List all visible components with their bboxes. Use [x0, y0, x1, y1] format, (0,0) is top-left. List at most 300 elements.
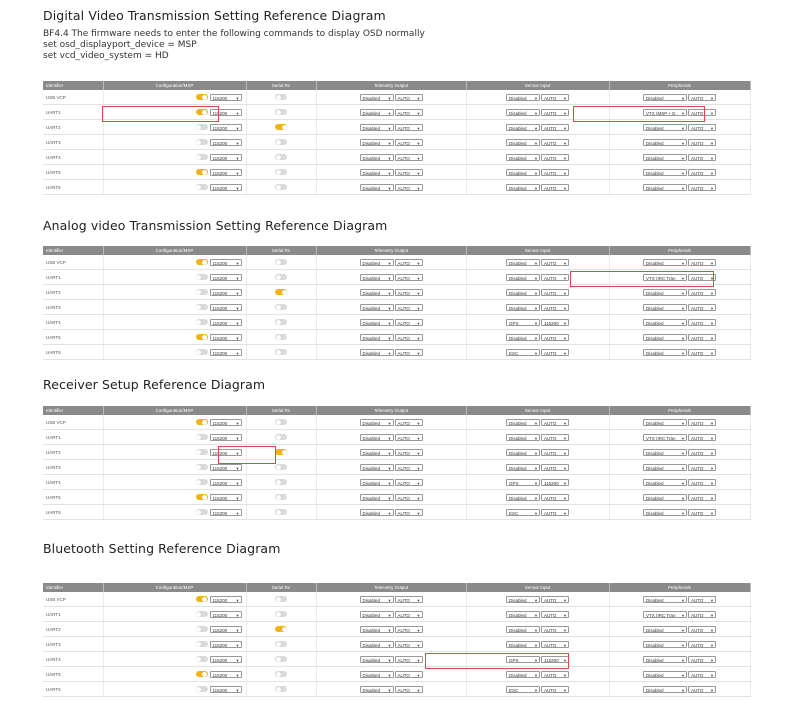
peripheral-baud-select[interactable]: AUTO ▼ — [688, 419, 716, 426]
chevron-down-icon: ▼ — [534, 510, 538, 516]
telemetry-baud-select[interactable]: AUTO ▼ — [395, 626, 423, 633]
serial-rx-toggle[interactable] — [275, 169, 287, 175]
peripheral-baud-select[interactable]: AUTO ▼ — [688, 349, 716, 356]
peripheral-select[interactable]: Disabled ▼ — [643, 94, 687, 101]
msp-toggle[interactable] — [196, 124, 208, 130]
sensor-select[interactable]: Disabled ▼ — [506, 169, 540, 176]
telemetry-baud-select[interactable]: AUTO ▼ — [395, 656, 423, 663]
sensor-select[interactable]: Disabled ▼ — [506, 184, 540, 191]
sensor-baud-select[interactable]: AUTO ▼ — [541, 509, 569, 516]
baud-select[interactable]: 115200 ▼ — [210, 656, 242, 663]
sensor-baud-select[interactable]: AUTO ▼ — [541, 94, 569, 101]
baud-select[interactable]: 115200 ▼ — [210, 449, 242, 456]
sensor-select[interactable]: Disabled ▼ — [506, 626, 540, 633]
sensor-select[interactable]: Disabled ▼ — [506, 109, 540, 116]
sensor-select[interactable]: Disabled ▼ — [506, 449, 540, 456]
port-identifier: UART1 — [43, 607, 103, 622]
serial-rx-toggle[interactable] — [275, 109, 287, 115]
telemetry-baud-select[interactable]: AUTO ▼ — [395, 154, 423, 161]
serial-rx-toggle[interactable] — [275, 94, 287, 100]
serial-rx-toggle[interactable] — [275, 596, 287, 602]
sensor-baud-select[interactable]: AUTO ▼ — [541, 124, 569, 131]
telemetry-baud-select[interactable]: AUTO ▼ — [395, 94, 423, 101]
table-row — [43, 430, 750, 445]
peripheral-baud-select[interactable]: AUTO ▼ — [688, 169, 716, 176]
sensor-baud-select[interactable]: AUTO ▼ — [541, 184, 569, 191]
msp-toggle[interactable] — [196, 479, 208, 485]
msp-toggle[interactable] — [196, 671, 208, 677]
table-row — [43, 682, 750, 697]
table-header — [43, 583, 750, 592]
peripheral-baud-select[interactable]: AUTO ▼ — [688, 259, 716, 266]
peripheral-select[interactable]: Disabled ▼ — [643, 494, 687, 501]
telemetry-select[interactable]: Disabled ▼ — [360, 259, 394, 266]
sensor-select[interactable]: Disabled ▼ — [506, 304, 540, 311]
baud-select[interactable]: 115200 ▼ — [210, 686, 242, 693]
telemetry-select[interactable]: Disabled ▼ — [360, 139, 394, 146]
telemetry-select[interactable]: Disabled ▼ — [360, 274, 394, 281]
telemetry-select[interactable]: Disabled ▼ — [360, 641, 394, 648]
baud-select[interactable]: 115200 ▼ — [210, 169, 242, 176]
telemetry-select[interactable]: Disabled ▼ — [360, 169, 394, 176]
baud-select[interactable]: 115200 ▼ — [210, 494, 242, 501]
msp-toggle[interactable] — [196, 274, 208, 280]
chevron-down-icon: ▼ — [235, 612, 240, 618]
peripheral-select[interactable]: Disabled ▼ — [643, 289, 687, 296]
sensor-select[interactable]: GPS ▼ — [506, 656, 540, 663]
peripheral-baud-select[interactable]: AUTO ▼ — [688, 139, 716, 146]
sensor-baud-select[interactable]: AUTO ▼ — [541, 334, 569, 341]
serial-rx-toggle[interactable] — [275, 124, 287, 130]
msp-toggle[interactable] — [196, 334, 208, 340]
telemetry-select[interactable]: Disabled ▼ — [360, 334, 394, 341]
sensor-select[interactable]: GPS ▼ — [506, 319, 540, 326]
peripheral-select[interactable]: VTX (MSP + D ▼ — [643, 109, 687, 116]
chevron-down-icon: ▼ — [235, 335, 240, 341]
peripheral-baud-select[interactable]: AUTO ▼ — [688, 656, 716, 663]
telemetry-baud-select[interactable]: AUTO ▼ — [395, 671, 423, 678]
sensor-select[interactable]: Disabled ▼ — [506, 154, 540, 161]
peripheral-select[interactable]: VTX (IRC Tran ▼ — [643, 274, 687, 281]
chevron-down-icon: ▼ — [416, 275, 421, 281]
sensor-select[interactable]: Disabled ▼ — [506, 434, 540, 441]
sensor-baud-select[interactable]: AUTO ▼ — [541, 464, 569, 471]
baud-select[interactable]: 115200 ▼ — [210, 641, 242, 648]
msp-toggle[interactable] — [196, 611, 208, 617]
msp-toggle[interactable] — [196, 434, 208, 440]
sensor-baud-select[interactable]: AUTO ▼ — [541, 419, 569, 426]
telemetry-baud-select[interactable]: AUTO ▼ — [395, 139, 423, 146]
serial-rx-toggle[interactable] — [275, 449, 287, 455]
msp-toggle[interactable] — [196, 289, 208, 295]
serial-rx-toggle[interactable] — [275, 686, 287, 692]
telemetry-baud-select[interactable]: AUTO ▼ — [395, 184, 423, 191]
sensor-select[interactable]: Disabled ▼ — [506, 464, 540, 471]
sensor-select[interactable]: Disabled ▼ — [506, 611, 540, 618]
telemetry-baud-select[interactable]: AUTO ▼ — [395, 349, 423, 356]
serial-rx-toggle[interactable] — [275, 274, 287, 280]
chevron-down-icon: ▼ — [416, 510, 421, 516]
msp-toggle[interactable] — [196, 304, 208, 310]
port-identifier: UART6 — [43, 345, 103, 360]
msp-toggle[interactable] — [196, 596, 208, 602]
table-row — [43, 135, 750, 150]
peripheral-baud-select[interactable]: AUTO ▼ — [688, 319, 716, 326]
chevron-down-icon: ▼ — [235, 420, 240, 426]
peripheral-select[interactable]: VTX (IRC Tran ▼ — [643, 434, 687, 441]
baud-select[interactable]: 115200 ▼ — [210, 671, 242, 678]
peripheral-baud-select[interactable]: AUTO ▼ — [688, 304, 716, 311]
telemetry-select[interactable]: Disabled ▼ — [360, 626, 394, 633]
peripheral-baud-select[interactable]: AUTO ▼ — [688, 671, 716, 678]
peripheral-select[interactable]: Disabled ▼ — [643, 479, 687, 486]
peripheral-baud-select[interactable]: AUTO ▼ — [688, 124, 716, 131]
peripheral-select[interactable]: Disabled ▼ — [643, 319, 687, 326]
baud-select[interactable]: 115200 ▼ — [210, 289, 242, 296]
chevron-down-icon: ▼ — [681, 420, 685, 426]
msp-toggle[interactable] — [196, 139, 208, 145]
peripheral-select[interactable]: Disabled ▼ — [643, 259, 687, 266]
peripheral-baud-select[interactable]: AUTO ▼ — [688, 109, 716, 116]
chevron-down-icon: ▼ — [710, 687, 714, 693]
chevron-down-icon: ▼ — [534, 185, 538, 191]
note-line-1: BF4.4 The firmware needs to enter the following commands to display OSD normally — [43, 29, 425, 39]
serial-rx-toggle[interactable] — [275, 419, 287, 425]
peripheral-select[interactable]: Disabled ▼ — [643, 419, 687, 426]
peripheral-select[interactable]: Disabled ▼ — [643, 154, 687, 161]
telemetry-select[interactable]: Disabled ▼ — [360, 479, 394, 486]
telemetry-select[interactable]: Disabled ▼ — [360, 449, 394, 456]
sensor-baud-select[interactable]: 115200 ▼ — [541, 479, 569, 486]
msp-toggle[interactable] — [196, 154, 208, 160]
msp-toggle[interactable] — [196, 94, 208, 100]
peripheral-select[interactable]: Disabled ▼ — [643, 169, 687, 176]
baud-select[interactable]: 115200 ▼ — [210, 274, 242, 281]
serial-rx-toggle[interactable] — [275, 641, 287, 647]
peripheral-baud-select[interactable]: AUTO ▼ — [688, 464, 716, 471]
peripheral-baud-select[interactable]: AUTO ▼ — [688, 509, 716, 516]
telemetry-baud-select[interactable]: AUTO ▼ — [395, 274, 423, 281]
sensor-select[interactable]: Disabled ▼ — [506, 334, 540, 341]
sensor-baud-select[interactable]: AUTO ▼ — [541, 304, 569, 311]
telemetry-baud-select[interactable]: AUTO ▼ — [395, 596, 423, 603]
sensor-baud-select[interactable]: AUTO ▼ — [541, 626, 569, 633]
telemetry-select[interactable]: Disabled ▼ — [360, 509, 394, 516]
serial-rx-toggle[interactable] — [275, 304, 287, 310]
telemetry-baud-select[interactable]: AUTO ▼ — [395, 304, 423, 311]
telemetry-select[interactable]: Disabled ▼ — [360, 124, 394, 131]
serial-rx-toggle[interactable] — [275, 184, 287, 190]
telemetry-baud-select[interactable]: AUTO ▼ — [395, 509, 423, 516]
peripheral-baud-select[interactable]: AUTO ▼ — [688, 434, 716, 441]
baud-select[interactable]: 115200 ▼ — [210, 464, 242, 471]
sensor-baud-select[interactable]: AUTO ▼ — [541, 154, 569, 161]
chevron-down-icon: ▼ — [387, 672, 392, 678]
chevron-down-icon: ▼ — [534, 260, 538, 266]
serial-rx-toggle[interactable] — [275, 671, 287, 677]
port-identifier: UART2 — [43, 285, 103, 300]
peripheral-baud-select[interactable]: AUTO ▼ — [688, 479, 716, 486]
sensor-baud-select[interactable]: 115200 ▼ — [541, 319, 569, 326]
sensor-baud-select[interactable]: AUTO ▼ — [541, 139, 569, 146]
msp-toggle[interactable] — [196, 641, 208, 647]
baud-select[interactable]: 115200 ▼ — [210, 611, 242, 618]
baud-select[interactable]: 115200 ▼ — [210, 334, 242, 341]
table-row — [43, 637, 750, 652]
sensor-baud-select[interactable]: AUTO ▼ — [541, 641, 569, 648]
peripheral-baud-select[interactable]: AUTO ▼ — [688, 611, 716, 618]
telemetry-baud-select[interactable]: AUTO ▼ — [395, 434, 423, 441]
telemetry-select[interactable]: Disabled ▼ — [360, 419, 394, 426]
telemetry-select[interactable]: Disabled ▼ — [360, 94, 394, 101]
sensor-select[interactable]: GPS ▼ — [506, 479, 540, 486]
sensor-select[interactable]: Disabled ▼ — [506, 259, 540, 266]
chevron-down-icon: ▼ — [416, 140, 421, 146]
sensor-select[interactable]: Disabled ▼ — [506, 671, 540, 678]
chevron-down-icon: ▼ — [710, 657, 714, 663]
sensor-select[interactable]: Disabled ▼ — [506, 124, 540, 131]
sensor-select[interactable]: Disabled ▼ — [506, 494, 540, 501]
sensor-baud-select[interactable]: AUTO ▼ — [541, 349, 569, 356]
serial-rx-toggle[interactable] — [275, 259, 287, 265]
sensor-baud-select[interactable]: AUTO ▼ — [541, 259, 569, 266]
sensor-baud-select[interactable]: AUTO ▼ — [541, 289, 569, 296]
baud-select[interactable]: 115200 ▼ — [210, 259, 242, 266]
sensor-baud-select[interactable]: AUTO ▼ — [541, 686, 569, 693]
peripheral-baud-select[interactable]: AUTO ▼ — [688, 334, 716, 341]
sensor-select[interactable]: Disabled ▼ — [506, 94, 540, 101]
serial-rx-toggle[interactable] — [275, 334, 287, 340]
telemetry-baud-select[interactable]: AUTO ▼ — [395, 641, 423, 648]
serial-rx-toggle[interactable] — [275, 289, 287, 295]
peripheral-select[interactable]: Disabled ▼ — [643, 686, 687, 693]
telemetry-select[interactable]: Disabled ▼ — [360, 289, 394, 296]
serial-rx-toggle[interactable] — [275, 319, 287, 325]
chevron-down-icon: ▼ — [681, 110, 685, 116]
msp-toggle[interactable] — [196, 319, 208, 325]
sensor-select[interactable]: Disabled ▼ — [506, 274, 540, 281]
telemetry-select[interactable]: Disabled ▼ — [360, 349, 394, 356]
msp-toggle[interactable] — [196, 464, 208, 470]
peripheral-baud-select[interactable]: AUTO ▼ — [688, 686, 716, 693]
chevron-down-icon: ▼ — [534, 275, 538, 281]
serial-rx-toggle[interactable] — [275, 434, 287, 440]
peripheral-select[interactable]: Disabled ▼ — [643, 509, 687, 516]
peripheral-baud-select[interactable]: AUTO ▼ — [688, 289, 716, 296]
serial-rx-toggle[interactable] — [275, 626, 287, 632]
chevron-down-icon: ▼ — [416, 350, 421, 356]
baud-select[interactable]: 115200 ▼ — [210, 184, 242, 191]
peripheral-select[interactable]: Disabled ▼ — [643, 596, 687, 603]
telemetry-select[interactable]: Disabled ▼ — [360, 154, 394, 161]
msp-toggle[interactable] — [196, 184, 208, 190]
peripheral-baud-select[interactable]: AUTO ▼ — [688, 184, 716, 191]
sensor-baud-select[interactable]: AUTO ▼ — [541, 434, 569, 441]
chevron-down-icon: ▼ — [416, 687, 421, 693]
msp-toggle[interactable] — [196, 419, 208, 425]
serial-rx-toggle[interactable] — [275, 349, 287, 355]
chevron-down-icon: ▼ — [563, 420, 567, 426]
sensor-select[interactable]: ESC ▼ — [506, 509, 540, 516]
sensor-baud-select[interactable]: AUTO ▼ — [541, 109, 569, 116]
chevron-down-icon: ▼ — [387, 450, 392, 456]
chevron-down-icon: ▼ — [563, 657, 567, 663]
baud-select[interactable]: 115200 ▼ — [210, 319, 242, 326]
baud-select[interactable]: 115200 ▼ — [210, 109, 242, 116]
peripheral-baud-select[interactable]: AUTO ▼ — [688, 94, 716, 101]
baud-select[interactable]: 115200 ▼ — [210, 304, 242, 311]
sensor-baud-select[interactable]: AUTO ▼ — [541, 671, 569, 678]
sensor-select[interactable]: Disabled ▼ — [506, 419, 540, 426]
serial-rx-toggle[interactable] — [275, 494, 287, 500]
telemetry-baud-select[interactable]: AUTO ▼ — [395, 319, 423, 326]
chevron-down-icon: ▼ — [387, 290, 392, 296]
telemetry-baud-select[interactable]: AUTO ▼ — [395, 334, 423, 341]
peripheral-select[interactable]: Disabled ▼ — [643, 124, 687, 131]
sensor-select[interactable]: Disabled ▼ — [506, 139, 540, 146]
telemetry-baud-select[interactable]: AUTO ▼ — [395, 419, 423, 426]
peripheral-select[interactable]: Disabled ▼ — [643, 334, 687, 341]
peripheral-select[interactable]: Disabled ▼ — [643, 641, 687, 648]
sensor-baud-select[interactable]: AUTO ▼ — [541, 611, 569, 618]
chevron-down-icon: ▼ — [235, 480, 240, 486]
telemetry-baud-select[interactable]: AUTO ▼ — [395, 479, 423, 486]
peripheral-select[interactable]: Disabled ▼ — [643, 184, 687, 191]
peripheral-select[interactable]: VTX (IRC Tran ▼ — [643, 611, 687, 618]
peripheral-select[interactable]: Disabled ▼ — [643, 139, 687, 146]
peripheral-baud-select[interactable]: AUTO ▼ — [688, 154, 716, 161]
sensor-baud-select[interactable]: AUTO ▼ — [541, 449, 569, 456]
baud-select[interactable]: 115200 ▼ — [210, 479, 242, 486]
peripheral-baud-select[interactable]: AUTO ▼ — [688, 641, 716, 648]
telemetry-select[interactable]: Disabled ▼ — [360, 656, 394, 663]
telemetry-baud-select[interactable]: AUTO ▼ — [395, 124, 423, 131]
telemetry-select[interactable]: Disabled ▼ — [360, 319, 394, 326]
port-identifier: UART5 — [43, 330, 103, 345]
msp-toggle[interactable] — [196, 626, 208, 632]
chevron-down-icon: ▼ — [387, 140, 392, 146]
telemetry-select[interactable]: Disabled ▼ — [360, 184, 394, 191]
serial-rx-toggle[interactable] — [275, 464, 287, 470]
sensor-select[interactable]: Disabled ▼ — [506, 289, 540, 296]
peripheral-baud-select[interactable]: AUTO ▼ — [688, 494, 716, 501]
msp-toggle[interactable] — [196, 169, 208, 175]
header-identifier: Identifier — [43, 406, 103, 415]
serial-rx-toggle[interactable] — [275, 139, 287, 145]
telemetry-select[interactable]: Disabled ▼ — [360, 109, 394, 116]
sensor-select[interactable]: ESC ▼ — [506, 686, 540, 693]
peripheral-select[interactable]: Disabled ▼ — [643, 626, 687, 633]
msp-toggle[interactable] — [196, 449, 208, 455]
peripheral-baud-select[interactable]: AUTO ▼ — [688, 449, 716, 456]
serial-rx-toggle[interactable] — [275, 154, 287, 160]
chevron-down-icon: ▼ — [416, 170, 421, 176]
peripheral-baud-select[interactable]: AUTO ▼ — [688, 274, 716, 281]
telemetry-baud-select[interactable]: AUTO ▼ — [395, 494, 423, 501]
peripheral-baud-select[interactable]: AUTO ▼ — [688, 626, 716, 633]
telemetry-baud-select[interactable]: AUTO ▼ — [395, 464, 423, 471]
baud-select[interactable]: 115200 ▼ — [210, 434, 242, 441]
telemetry-select[interactable]: Disabled ▼ — [360, 596, 394, 603]
telemetry-select[interactable]: Disabled ▼ — [360, 686, 394, 693]
baud-select[interactable]: 115200 ▼ — [210, 349, 242, 356]
telemetry-baud-select[interactable]: AUTO ▼ — [395, 259, 423, 266]
msp-toggle[interactable] — [196, 656, 208, 662]
peripheral-select[interactable]: Disabled ▼ — [643, 349, 687, 356]
telemetry-baud-select[interactable]: AUTO ▼ — [395, 611, 423, 618]
chevron-down-icon: ▼ — [710, 350, 714, 356]
telemetry-select[interactable]: Disabled ▼ — [360, 611, 394, 618]
chevron-down-icon: ▼ — [563, 465, 567, 471]
chevron-down-icon: ▼ — [416, 110, 421, 116]
msp-toggle[interactable] — [196, 259, 208, 265]
serial-rx-toggle[interactable] — [275, 611, 287, 617]
peripheral-select[interactable]: Disabled ▼ — [643, 671, 687, 678]
baud-select[interactable]: 115200 ▼ — [210, 139, 242, 146]
peripheral-baud-select[interactable]: AUTO ▼ — [688, 596, 716, 603]
chevron-down-icon: ▼ — [387, 495, 392, 501]
header-peripherals: Peripherals — [609, 81, 750, 90]
msp-toggle[interactable] — [196, 494, 208, 500]
sensor-baud-select[interactable]: AUTO ▼ — [541, 169, 569, 176]
chevron-down-icon: ▼ — [534, 170, 538, 176]
baud-select[interactable]: 115200 ▼ — [210, 154, 242, 161]
chevron-down-icon: ▼ — [534, 672, 538, 678]
telemetry-select[interactable]: Disabled ▼ — [360, 464, 394, 471]
telemetry-select[interactable]: Disabled ▼ — [360, 671, 394, 678]
sensor-baud-select[interactable]: AUTO ▼ — [541, 274, 569, 281]
peripheral-select[interactable]: Disabled ▼ — [643, 449, 687, 456]
peripheral-select[interactable]: Disabled ▼ — [643, 464, 687, 471]
port-identifier: UART5 — [43, 165, 103, 180]
baud-select[interactable]: 115200 ▼ — [210, 94, 242, 101]
telemetry-select[interactable]: Disabled ▼ — [360, 494, 394, 501]
table-row — [43, 150, 750, 165]
msp-toggle[interactable] — [196, 686, 208, 692]
note-line-3: set vcd_video_system = HD — [43, 51, 169, 61]
chevron-down-icon: ▼ — [235, 260, 240, 266]
msp-toggle[interactable] — [196, 349, 208, 355]
header-peripherals: Peripherals — [609, 246, 750, 255]
msp-toggle[interactable] — [196, 509, 208, 515]
sensor-select[interactable]: Disabled ▼ — [506, 641, 540, 648]
baud-select[interactable]: 115200 ▼ — [210, 124, 242, 131]
serial-rx-toggle[interactable] — [275, 656, 287, 662]
peripheral-select[interactable]: Disabled ▼ — [643, 656, 687, 663]
sensor-baud-select[interactable]: AUTO ▼ — [541, 596, 569, 603]
serial-rx-toggle[interactable] — [275, 509, 287, 515]
chevron-down-icon: ▼ — [416, 155, 421, 161]
telemetry-baud-select[interactable]: AUTO ▼ — [395, 686, 423, 693]
sensor-select[interactable]: Disabled ▼ — [506, 596, 540, 603]
highlight-digital-msp — [102, 106, 219, 122]
telemetry-baud-select[interactable]: AUTO ▼ — [395, 169, 423, 176]
peripheral-select[interactable]: Disabled ▼ — [643, 304, 687, 311]
telemetry-baud-select[interactable]: AUTO ▼ — [395, 449, 423, 456]
baud-select[interactable]: 115200 ▼ — [210, 596, 242, 603]
baud-select[interactable]: 115200 ▼ — [210, 509, 242, 516]
sensor-baud-select[interactable]: 115200 ▼ — [541, 656, 569, 663]
telemetry-select[interactable]: Disabled ▼ — [360, 304, 394, 311]
baud-select[interactable]: 115200 ▼ — [210, 419, 242, 426]
baud-select[interactable]: 115200 ▼ — [210, 626, 242, 633]
serial-rx-toggle[interactable] — [275, 479, 287, 485]
telemetry-baud-select[interactable]: AUTO ▼ — [395, 109, 423, 116]
telemetry-select[interactable]: Disabled ▼ — [360, 434, 394, 441]
sensor-select[interactable]: ESC ▼ — [506, 349, 540, 356]
telemetry-baud-select[interactable]: AUTO ▼ — [395, 289, 423, 296]
sensor-baud-select[interactable]: AUTO ▼ — [541, 494, 569, 501]
